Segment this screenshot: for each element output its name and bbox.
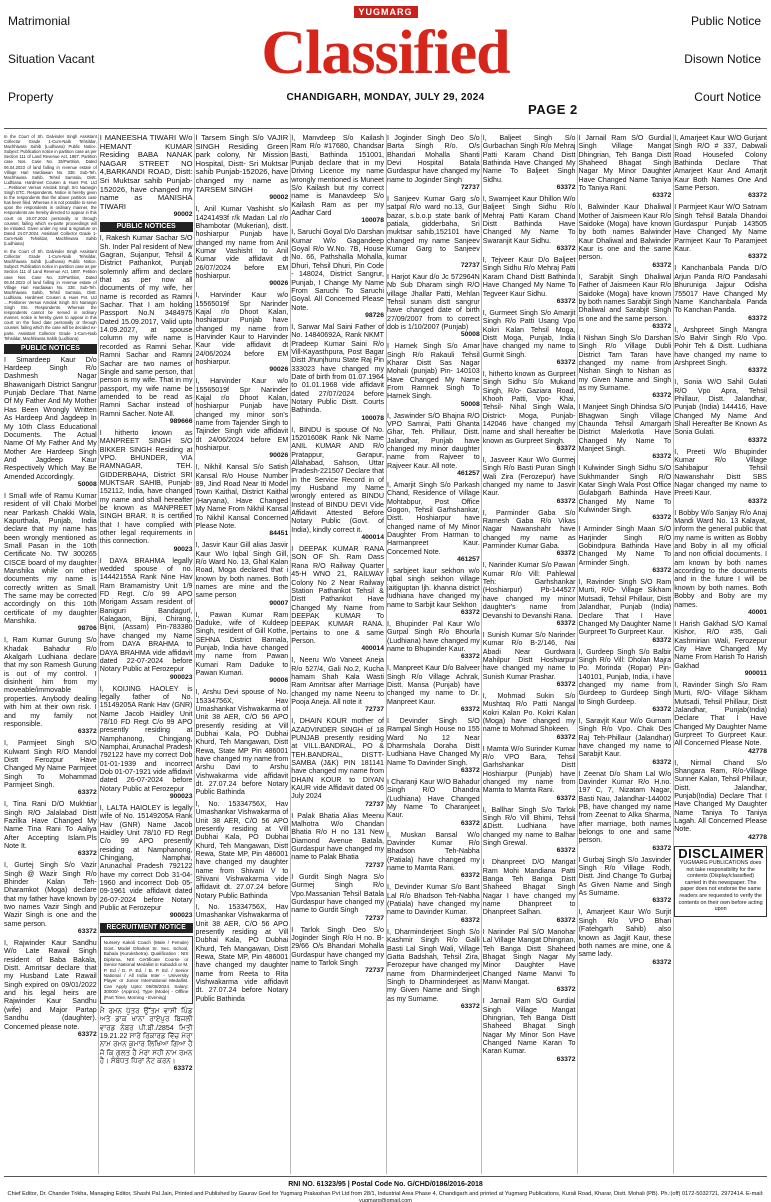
classified-ad: [100, 557, 193, 682]
section-label-property: Property: [8, 90, 54, 104]
ad-number: 63372: [556, 794, 576, 802]
classified-ad: [579, 908, 672, 966]
ad-text: I, Dharminderjeet Singh S/o Kashmir Singh R/o Galli Basti Lal Singh Wali, Village Gatta Badshah, Tehsil Zira, Ferozepur have changed my name from Dharminderjeet Singh to Dharminderjeet as my Given Name and Singh as my Surname.: [387, 927, 480, 1003]
classified-ad: [387, 481, 480, 564]
ad-number: 90023: [173, 545, 193, 553]
classified-ad: [483, 806, 576, 856]
ad-text: I hitherto known as MANPREET SINGH S/O BIKKER SINGH Residing at VPO. BHUNDER, VIA RAMNAGAR, TEH. GIDDERBAHA, District SRI MUKTSAR SAHIB, Punjab-152112, India, have changed my name and shall hereafter be known as MANPREET SINGH BRAR. It is certified that I have complied with other legal requirements in this connection.: [99, 428, 193, 546]
classified-ad: [4, 861, 97, 936]
ad-number: 63372: [460, 1002, 480, 1010]
ad-text: I, Arshu Devi spouse of No. 15334756X, Hav Umashankar Vishwakarma of Unit 38 AER, C/O 56 APO presently residing at Vill Dubhai Kala, PO Dubhai Khurd, Teh Mangawan, Distt Rewa, State MP Pin 486001 have changed my name from Arshu Davi to Arshu Vishwakarma vide affidavit dt. 27.07.24 before Notary Public Bathinda: [195, 688, 289, 797]
ad-text: I, Manvdeep S/o Kailash Ram R/o #17680, Chandsar Basti, Bathinda 151001, Punjab declare that in my Driving Licence my name wrongly mentioned is Muneet S/o Kailash but my correct name is Manavdeep S/o Kailash Ram as per my Aadhar Card: [291, 134, 384, 218]
ad-text: I Gurdit Singh Nagra S/o Gurmej Singh R/o Vpo.Massanian Tehsil Batala Gurdaspur have changed my name to Gurdit Singh: [291, 872, 384, 915]
column-rule: [194, 134, 195, 1174]
ad-number: 63372: [77, 728, 97, 736]
classified-ad: [4, 492, 97, 634]
ad-text: I, Rajwinder Kaur Sandhu W/o Late Rawail Singh resident of Baba Bakala, Distt. Amritsar declare that my Husband Late Rawail Singh expired on 09/01/2022 and his legal heirs are Rajwinder Kaur Sandhu (wife) and Major Partap Sandhu (daughter). Concerned please note.: [4, 939, 97, 1031]
ad-number: 72737: [365, 861, 384, 869]
ad-number: 90006: [269, 677, 289, 685]
ad-text: I, Parminder Gaba S/o Ramesh Gaba R/o Vikas Nagar Nawanshahr have changed my name as Parminder Kumar Gaba.: [482, 508, 576, 551]
column-rule: [98, 134, 99, 1174]
classified-ad: [579, 403, 672, 461]
ad-number: 50008: [77, 480, 97, 488]
ad-text: I, KOIJING HAOLEY is legally father of No. 15149205A Rank Hav (GNR) Name Jacob Haidley Unit 78/10 FD Regt C/o 99 APO presently residing at Namphanong, Chingjang, Namphai, Arunachal Pradesh 792122 have my correct Dob 01-01-1939 and incorrect Dob 01-07-1921 vide affidavit dated 26-07-2024 before Notary Public at Ferozepur: [99, 684, 193, 793]
classified-ad: [4, 636, 97, 736]
ad-number: 63372: [556, 986, 576, 994]
ad-number: 461257: [457, 556, 480, 564]
ad-number: 90026: [269, 452, 289, 460]
dateline: CHANDIGARH, MONDAY, JULY 29, 2024: [286, 92, 485, 103]
ad-text: I, Jasveer Kaur W/o Gurmej Singh R/o Basti Puran Singh Wali Zira (Ferozepur) have changed my name to Jasvir Kaur.: [482, 456, 576, 498]
classified-ad: [674, 448, 767, 506]
ad-number: 63372: [556, 445, 576, 452]
ad-text: I, Devinder Kumar S/o Bant Lal R/o Bhadson Teh-Nabha (Patiala) have changed my name to Davinder Kumar.: [387, 883, 480, 917]
ad-number: 63372: [652, 705, 672, 713]
section-label-matrimonial: Matrimonial: [8, 14, 71, 28]
rni-line: RNI NO. 61323/95 | Postal Code No. G/CHD/0186/2016-2018: [288, 1181, 483, 1188]
classified-ad: [674, 681, 767, 756]
ad-text: I, Bhupinder Pal Kaur W/o Gurpal Singh R/o Bhourla (Ludhiana) have changed my name to Bhupinder Kaur.: [387, 619, 480, 653]
section-header: PUBLIC NOTICES: [100, 222, 193, 232]
ad-number: 100078: [361, 217, 384, 225]
ad-text: I, Nirmal Chand S/o Shangara Ram, R/o-Village Sunner Kalan, Tehsil Phillaur, Distt. Jalandhar, Punjab(India) Declare That I Have Changed My Daughter Name Taniya To Taniya Lagah. All Concerned Please Note.: [674, 758, 767, 834]
section-label-situation-vacant: Situation Vacant: [8, 52, 95, 66]
ad-number: 63372: [556, 550, 576, 558]
ad-number: 72737: [365, 914, 384, 922]
ad-number: 63372: [460, 653, 480, 661]
classified-ad: [579, 334, 672, 400]
classified-ad: [387, 567, 480, 617]
classified-ad: [674, 759, 767, 842]
ad-number: 42778: [748, 747, 767, 755]
ad-text: I, Saruchi Goyal D/o Darshan Kumar W/o Gagandeep Goyal R/o W.No. 7B, House No. 66, Pathshalla Mohalla, Dhuri, Tehsil Dhuri, Pin Code - 148024, District Sangrur, Punjab, I Change My Name From Saruchi To Saruchi Goyal. All Concerned Please Note.: [291, 228, 384, 312]
ad-number: 72737: [460, 261, 480, 269]
ad-text: I, Rakesh Kumar Sachar S/O Sh. Inder Pal resident of New Gagran, Sujanpur, Tehsil & District Pathankot, Punjab solemnly affirm and declare that as per now all documents of my wife, her name is recorded as Ramni Sachar. That I am holding Passport No.N 3484975 Dated 15.09.2017, Valid upto 14.09.2027, at spouse column my wife name is recorded as Ramni Sehar. Ramni Sachar and Ramni Sachar are two names of Single and same person, that person is my wife. That in my passport, my wife name be amended to be read as Ramni Sachar instead of Ramni Sacher. Note All.: [99, 234, 193, 418]
ad-text: I, Narinder Kumar S/o Pawan Kumar R/o Vill: Pahlewal Teh: Garhshankar (Hoshiarpur) Pb-144527 have changed my minor daughter's name from Devanshi to Devanshi Rana.: [482, 561, 576, 620]
ad-number: 63372: [77, 789, 97, 797]
classified-ad: [579, 203, 672, 269]
ad-text: I, Gurdeep Singh S/o Balbir Singh R/o Vill: Dholan Majra Po. Morinda (Ropar) Pin-140101, Punjab, India, i have changed my name from Gurdeep to Gurdeep Singh to Singh Gurdeep.: [578, 647, 672, 706]
ad-number: 42778: [748, 833, 767, 841]
ad-number: 63372: [460, 767, 480, 774]
classified-ad: [4, 739, 97, 797]
classified-ad: [579, 525, 672, 575]
ad-text: I, Gurtej Singh S/o Vazir Singh @ Wazir Singh R/o Bhinder Kalan Teh-Dharamkot (Moga) declare that my father have known by two names Vazir Singh and Wazir Singh is one and the same person.: [4, 861, 97, 928]
ad-text: I, DHAIN KOUR mother of AZADVINDER SINGH of 18 PUNJAB presently residing at VILL.BANDRAL, PO & TEH.BANDRAL, DISTT-SAMBA (J&K) PIN 181141 have changed my name from DHAIN KOUR to DIYAN KAUR vide Affidavit dated 06 July 2024: [291, 717, 384, 801]
ad-text: I, Amarjeet Kaur W/o Surjit Singh R/o VPO Bhari (Fatehgarh Sahib) also known as Jagjit Kaur, these both names are mine, one & same lady.: [578, 908, 672, 959]
ad-number: 63372: [556, 619, 576, 627]
ad-number: 63372: [652, 322, 672, 330]
ad-text: I DEEPAK KUMAR RANA SON OF Sh. Ram Dass Rana R/O Railway Quarter 45-H WNO 21, RAILWAY Colony No 2 Near Railway Station Pathankot Tehsil & Distt Pathankot Have Changed My Name from DEEPAK KUMAR To DEEPAK KUMAR RANA. Pertains to one & same Person.: [291, 545, 384, 645]
ad-text: I, Jasvir Kaur Gill alias Jasvir Kaur W/o Iqbal Singh Gill, R/o Ward No. 13, Ghal Kalan Road, Moga declared that i known by both names. Both names are mine and the same person: [195, 541, 289, 600]
classified-ad: [387, 195, 480, 270]
classified-ad: [483, 631, 576, 689]
ad-text: I, Parmjeet Singh S/O Kulwant Singh R/O Mandol Distt Ferozpur Have Changed My Name Parmjeet Singh To Mohammad Parmjeet Singh.: [4, 739, 97, 789]
classified-ad: [4, 134, 97, 246]
column-6: [483, 134, 576, 1174]
classified-ad: [483, 858, 576, 924]
ad-text: I, Balwinder Kaur Dhaliwal Mother of Jaismeen Kaur R/o Saidoke (Moga) have known by both names Balwinder Kaur Dhaliwal and Balwinder Kaur is one and the same person.: [578, 203, 672, 262]
ad-number: 90026: [269, 280, 289, 288]
column-rule: [577, 134, 578, 1174]
classified-ad: [483, 997, 576, 1063]
ad-number: 900011: [744, 669, 767, 677]
ad-text: I Harjot Kaur d/o Jc 572964N Nb Sub Dharam singh R/O village Jhallar Patti, Mehlan Tehsil sunam distt sangrur have changed date of birth 27/09/2007 from to correct dob is 1/10/2007 (Punjab): [387, 272, 480, 331]
column-rule: [481, 134, 482, 1174]
ad-text: I Sunish Kumar S/o Narinder Kumar R/o B-2/146, Nai Abadi Near Gurdwara Mahilpur Distt Hoshiarpur have changed my name to Sunish Kumar Prashar.: [482, 630, 576, 681]
ad-number: 900023: [169, 912, 193, 920]
classified-ad: [100, 804, 193, 920]
classified-ad: [387, 717, 480, 775]
masthead: [0, 0, 771, 130]
ad-number: 400014: [361, 534, 384, 542]
ad-text: I, Muskan Bansal W/o Davinder Kumar R/o Bhadson Teh-Nabha (Patiala) have changed my name to Mamta Rani.: [387, 830, 480, 873]
section-header: RECRUITMENT NOTICE: [100, 923, 193, 933]
ad-text: I, Tina Rani D/O Mukhtiar Singh R/O Jalalabad Distt Fazilka Have Changed My Name Tina Rani To Aaliya After Accepting Islam.Pls Note It.: [4, 800, 97, 850]
ad-number: 63372: [748, 192, 767, 200]
ad-number: 63372: [652, 514, 672, 522]
imprint-line: Chief Editor, Dr. Chander Trikha, Managing Editor, Shashi Pal Jain, Printed and Published by Gaurav Goel for Yugmarg Prakashan Pvt Ltd from 28/1, Industrial Area Phase 4, Chandigarh and printed at Yugmarg Publications, Kurali Road, Kharar, Distt. Mohali (PB). Ph.:(off) 0172-5032721, 2972414. E-mail: yugmarg@gmail.com: [7, 1191, 764, 1202]
footer-divider: [4, 1176, 767, 1177]
classified-ad: [100, 685, 193, 801]
ad-text: I, Sarabjit Singh Dhaliwal Father of Jaismeen Kaur R/o Saidoke (Moga) have known by both names Sarabjit Singh Dhaliwal and Sarabjit Singh is one and the same person.: [578, 272, 672, 323]
disclaimer-title: DISCLAIMER: [678, 845, 765, 861]
ad-number: 100078: [361, 414, 384, 422]
classified-ad: [291, 812, 384, 870]
classified-ad: [196, 903, 289, 1003]
ad-text: I, Neeru W/o Vaneet Aneja R/o 527/4, Gali No.2, Kucha hamam Shah Kala Wasti Ram Amritsar after Marriage changed my name Neeru to Pooja Aneja. All note it: [291, 656, 384, 706]
ad-number: 63372: [460, 872, 480, 880]
classified-ad: [291, 656, 384, 714]
classified-ad: [483, 561, 576, 627]
ad-number: 63372: [556, 184, 576, 192]
classified-ad: [483, 256, 576, 306]
classified-ad: [100, 134, 193, 219]
classified-ad: [387, 883, 480, 924]
classified-ad: [483, 692, 576, 742]
ad-number: 98706: [77, 625, 97, 633]
classified-ad: [196, 377, 289, 460]
ad-number: 63372: [556, 245, 576, 253]
classified-ad: [483, 309, 576, 367]
ad-number: 63372: [460, 705, 480, 713]
column-7: [579, 134, 672, 1174]
ad-text: I, Pawan Kumar Ram Daduke, wife of Kuldeep Singh, resident of Gill Kothe, SEHNA District Barnala, Punjab, India have changed my name from Pawan Kumari Ram Daduke to Pawan Kumari.: [195, 610, 289, 677]
ad-number: 63372: [652, 192, 672, 200]
classified-ad: [196, 205, 289, 288]
classified-ad: [291, 926, 384, 976]
column-8: [674, 134, 767, 1174]
ad-text: I Bobby W/o Sanjay R/o Anaj Mandi Ward No. 13 Kalayat, inform the general public that my name is written as Bobby and Boby in all my official and non official documents. I am known by both names according to the documents and in the future I will be known by both names. Both Bobby and Boby are my names.: [674, 508, 767, 609]
ad-number: 63372: [748, 253, 767, 261]
classified-ad: [579, 856, 672, 906]
ad-text: I Narinder Pal S/O Manohar Lal Village Mangat Dhingrian, Teh Banga Distt Shaheed Bhagat Singh Nagar My Minor Daughter Have Changed Name Manvi To Manvi Mangat.: [482, 927, 576, 986]
ad-number: 63372: [556, 358, 576, 366]
ad-text: I, Amarjit Singh S/o Parkash Chand, Residence of Village Mohtabpur, Post Office Gogon, Tehsil Garhshankar, Distt. Hoshiarpur have changed name of My Minor Daughter From Harman to Harmanpreet Kaur. Concerned Note.: [387, 481, 480, 556]
ad-number: 63372: [652, 897, 672, 905]
classified-ad: [483, 509, 576, 559]
ad-text: I, Tejveer Kaur D/o Baljeet Singh Sidhu R/o Mehraj Patti Karam Chand Distt Bathinda Have Changed My Name To Tegveer Kaur Sidhu.: [482, 256, 576, 298]
ad-text: I, Saravjit Kaur W/o Gurnam Singh R/o Vpo. Chak Des Raj Teh-Phillaur (Jalandhar) have changed my name to Sarabjit Kaur.: [578, 716, 672, 759]
classified-ad: [4, 356, 97, 489]
classified-ad: [674, 378, 767, 444]
classified-ad: [483, 928, 576, 994]
ad-text: I Dhanpreet D/O Mangat Ram Mohi Mandiana Patti Banga Teh Banga Distt Shaheed Bhagat Singh Nagar I have changed my name Dhanpreet to Dhanpreet Salhan.: [482, 858, 576, 917]
column-rule: [290, 134, 291, 1174]
ad-text: I, Ballhar Singh S/o Tarlok Singh R/o Vill Bhimi, Tehsil &Distt. Ludhiana have changed my name to Balhar Singh Grewal.: [482, 805, 576, 848]
ad-text: I Tarlok Singh Deo S/o Joginder Singh R/o H no. B-29/66 O/s Bhandari Mohalla Gurdaspur have changed my name to Tarlok Singh: [291, 925, 384, 967]
ad-text: I DAYA BRAHMA legally wedded spouse of no. 14442155A Rank Nine Hav Ram Bramamistry Unit 1/9 FD Regt. C/o 99 APO Morigam Assam resident of Baniguri Bandagurl, Kalagaon, Bijni, Chirang, Bijni, (Assam) Pin-783380 have changed my Name from DAYA BRAHMA to DAYA BRAHMA vide affidavit dated 22-07-2024 before Notary Public at Ferozepur: [99, 556, 193, 674]
ad-number: 63372: [652, 844, 672, 852]
classified-ad: [674, 134, 767, 200]
classified-ad: [483, 456, 576, 506]
ad-number: 63372: [77, 850, 97, 858]
ad-number: 63372: [556, 297, 576, 305]
classified-ad: [387, 273, 480, 339]
classified-ad: [291, 323, 384, 423]
ad-text: I Parmjeet Kaur W/O Satnam Singh Tehsil Batala Dhandoi Gurdaspur Punjab 143505 Have Changed My Name Parmjeet Kaur To Paramjeet Kaur.: [674, 203, 767, 254]
classified-ad: [291, 717, 384, 808]
classified-ad: [387, 778, 480, 828]
classified-ad: [387, 620, 480, 661]
ad-text: I Joginder Singh Deo S/o Barta Singh R/o. O/s Bhandari Mohalla Shanti Devi Hospital Batala Gurdaspur have changed my name to Joginder Singh: [387, 134, 480, 184]
ad-number: 63372: [460, 608, 480, 616]
ad-number: 63372: [652, 636, 672, 644]
classified-ad: [196, 800, 289, 900]
ad-text: I, Harvinder Kaur w/o 15565019f Spr Narinder Kajal r/o Dhoot Kalan, hoshiarpur Punjab have changed my minor son's name from Tajender Singh to Tajinder Singh vide affidavit dt 24/06/2024 before EM hoshiarpur.: [195, 377, 289, 453]
ad-text: I, Swarnjeet Kaur Dhillon W/o Baljeet Singh Sidhu R/o Mehraj Patti Karam Chand Distt Bathinda Have Changed My Name To Swaranjit Kaur Sidhu.: [482, 195, 576, 245]
ad-text: I, Ravinder Singh S/O Ram Murti, R/O- Village Sikham Mutsadi, Tehsil Phillaur, Distt Jalandhar, Punjab (India) Declare That I Have Changed My Daughter Name Gurpreet To Gurpreet Kaur.: [578, 578, 672, 637]
ad-number: 989666: [169, 417, 193, 425]
ad-number: 90002: [173, 211, 193, 219]
ad-text: I Charanji Kaur W/O Bahadur Singh R/O Dhandra (Ludhiana) Have Changed My Name To Charanjeet Kaur.: [387, 778, 480, 820]
ad-number: 63372: [460, 819, 480, 827]
classified-ad: [196, 611, 289, 686]
classified-ad: [100, 234, 193, 426]
header-divider: [4, 128, 767, 129]
ad-text: I, Preeti W/o Bhupinder Kumar R/o Village Sahibajpur Tehsil Nawanshahr Distt SBS Nagar changed my name to Preeti Kaur.: [674, 447, 767, 498]
classified-ad: [291, 873, 384, 923]
ad-number: 63372: [652, 261, 672, 269]
ad-text: I, Sarwar Mal Saini Father of No. 14840692A, Rank NKMT Pradeep Kumar Saini R/o Vill-Kayasthpura, Post Bagar Distt Jhunjhunu State Raj Pin 333023 have changed my Date of birth from 01.07.1964 to 01.01.1968 vide affidavit dated 27/07/2024 before Notary Public Distt. Courts Bathinda.: [291, 322, 384, 415]
ad-text: I Manjeet Singh Dhindsa S/O Bhagwan Singh Village Chaunda Tehsil Amargarh District Malerkotla Have Changed My Name To Manjeet Singh.: [578, 403, 672, 453]
classified-ad: [387, 342, 480, 408]
column-rule: [386, 134, 387, 1174]
section-label-public-notice: Public Notice: [690, 14, 761, 28]
ad-text: I Harish Gakhad S/O Kamal Kishor, R/O #35, Gali Kashmirian Wali, Ferozepur City Have Changed My Name From Harish To Harish Gakhad: [674, 619, 767, 670]
ad-text: I MANEESHA TIWARI W/o HEMANT KUMAR Residing BABA NANAK NAGAR STREET NO 4,BARKANDI ROAD, Distt: Sri Muktsar sahib Punjab-152026, have changed my name as MANISHA TIWARI: [99, 134, 193, 211]
ad-text: I, Nikhil Kansal S/o Satish Kansal R/o House Number 89, Jind Road Near Iti Model Town Kaithal, District Kaithal (Haryana), Have Changed My Name From Nikhil Kansal To Nikhil Kansal Concerned Please Note.: [195, 463, 289, 530]
ad-text: I, No. 15334756X, Hav Umashankar Vishwakarma of Unit 38 AER, C/O 56 APO presently residing at Vill Dubhai Kala, PO Dubhai Khurd, Teh Mangawan, Distt Rewa, State MP, Pin 486001 have changed my daughter name from Reeta to Rita Vishwakarma vide affidavit dt. 27.07.24 before Notary Public Bathinda: [195, 902, 289, 1003]
ad-number: 63372: [556, 847, 576, 855]
column-3: [196, 134, 289, 1174]
classified-ad: [4, 800, 97, 858]
ad-number: 63372: [556, 1055, 576, 1063]
ad-text: I, Harvinder Kaur w/o 15565019f Spr Narinder Kajal r/o Dhoot Kalan, hoshiarpur Punjab have changed my name from Harvinder Kaur to Harvinder Kaur vide affidavit dt 24/06/2024 before EM hoshiarpur.: [195, 291, 289, 366]
ad-text: I, Anil Kumar Vashisht s/o 14241493f r/k Madan Lal r/o Bhambotar (Mukerian), distt. hoshiarpur Punjab have changed my name from Anil Kumar Vashisht to Anil Kumar vide affidavit dt 26/07/2024 before EM hoshiarpur.: [195, 205, 289, 280]
classified-ad: [4, 249, 97, 341]
classified-ad: [483, 134, 576, 192]
ad-text: In the Court of Sh. Dalvinder Singh Assistant Collector Grade 1-Cum-Naib Tehsildar, Machhiwara Sahib (Ludhiana) Public Notice. Subject: Publication notice in partition case as per Section 111 of Land Revenue Act, 1887. Petition case Nos. Case No. 33/Partition, Dated 06.04.2023 of land falling in revenue estate of Village Hari Hardiawan No. 338. Sub-Teh. Machhiwara Sahib, Tehsil Samrala, Distt. Ludhiana. Hardmeet Cousen & Hues Pvt. Ltd ....Petitioner Versus Amolak Singh S/o Narangin Singh Ete. Respondents. Whereas the respondents cannot be served in ordinary manner, notice is hereby given to appear in this court on the fixed date personally or through counsel, failing which the case will be decided ex-parte. Assistant Collector Grade 1-Cum-Naib Tehsildar, Machhiwara Sahib (Ludhiana): [4, 249, 97, 341]
ad-text: I, Sonia W/O Sahil Gulati R/O Vpo Apra, Tehsil Phillaur, Distt. Jalandhar, Punjab (India) 144416, Have Changed My Name And Shall Hereafter Be Known As Sonia Gulati.: [674, 378, 767, 437]
ad-number: 63372: [748, 497, 767, 505]
classified-ad: [196, 134, 289, 202]
classified-ad: [674, 264, 767, 322]
ad-number: 50008: [460, 400, 480, 408]
disclaimer-box: [674, 846, 767, 917]
ad-text: I Palak Bhatia Alias Meenu Malhotra W/o Chandan Bhatia R/o H no 131 New Diamond Avenue Batala, Gurdaspur have changed my name to Palak Bhatia: [291, 811, 384, 862]
ad-text: I, LALTA HAIOLEY is legally wife of No. 15149205A Rank Hav (GNR) Name Jacob Haidley Unit 78/10 FD Regt C/o 99 APO presently residing at Namphanong, Chingjang, Namphai, Arunachal Pradesh 792122 have my correct Dob 31-04-1960 and incorrect Dob 05-09-1961 vide affidavit dated 26-07-2024 before Notary Public at Ferozepur: [99, 804, 193, 913]
ad-number: 900023: [169, 673, 193, 681]
classified-ad: [196, 541, 289, 607]
ad-number: 63372: [652, 567, 672, 575]
classified-ad: [483, 195, 576, 253]
ad-number: 72737: [365, 967, 384, 975]
ad-text: I, Manpreet Kaur D/o Balveer Singh R/o Village Achrak, Distt. Mansa (Punjab) have changed my name to Dr. Manpreet Kaur.: [387, 664, 480, 706]
ad-text: I, Arshpreet Singh Mangra S/o Balvir Singh R/o Vpo. Pohir Teh & Distt. Ludhiana have changed my name to Arshpreet Singh.: [674, 325, 767, 367]
ad-number: 63372: [173, 1065, 193, 1073]
classified-ad: [579, 464, 672, 522]
ad-number: 63372: [652, 958, 672, 966]
column-rule: [673, 134, 674, 1174]
classified-ad: [196, 291, 289, 374]
ad-number: 50008: [460, 331, 480, 339]
ad-text: I Kulwinder Singh Sidhu S/O Sukhmander Singh R/O Katar Singh Wala Post Office Gulabgarh Bathinda Have Changed My Name To Kulwinder Singh.: [578, 464, 672, 515]
recruitment-ad: Nursery Kakoli Coach (Male / Female) Govt. Model Dharkot Sr. Sec. School, Bahala (Kurukshetra). Qualification : NIS Diploma, NIS Certificate Course or Senior National Medalist in Kabaddi or M. P. Ed / D. P. Ed. / B. P. Ed. / Senior National / All India Inter - University Player or Junior International Medallist. Can Apply Upto: 05/08/2024. Salary: 30000/- (Approx). Type (Mode) - Offline (Part Time, Morning - Evening): [100, 936, 193, 1003]
classified-ad: [674, 509, 767, 617]
classified-ad: [579, 770, 672, 853]
column-1: [4, 134, 97, 1174]
classified-ad: [579, 134, 672, 200]
classified-ad: [291, 228, 384, 319]
ad-number: 98726: [365, 311, 384, 319]
ad-text: I Devinder Singh S/O Rampal Singh House no 155 Ward No 12 Near Dharmshala Doraha Distt Ludhiana Have Changed My Name To Davinder Singh.: [387, 716, 480, 767]
ad-number: 461257: [457, 470, 480, 478]
classified-ad: [579, 578, 672, 644]
ad-text: ਮੈਂ ਰਮਨ ਪੁੱਤਰ ਉੱਤਮ ਵਾਸੀ ਪਿੰਡ ਅਤੇ ਡਾਕ ਖਾਨਾ ਰਾਏਪੁਰ ਬਿਜਲੀ ਵਾਰਡ ਨੰਬਰ ਪੀ.ਬੀ./2854 ਮਿਤੀ 19.21.22 ਸਾਰੇ ਰਿਕਾਰਡ ਵਿੱਚ ਮੇਰਾ ਨਾਮ ਰਮਨ ਕੁਮਾਰ ਲਿਖਿਆ ਗਿਆ ਹੈ ਜੋ ਕਿ ਗਲਤ ਹੈ ਮੇਰਾ ਸਹੀ ਨਾਮ ਰਮਨ ਹੈ। ਸੰਬੰਧਤ ਧਿਰਾਂ ਨੋਟ ਕਰਨ।: [99, 1006, 193, 1065]
ad-number: 63372: [77, 928, 97, 936]
ad-number: 63372: [556, 680, 576, 688]
classified-ad: [387, 412, 480, 478]
classified-ad: [387, 664, 480, 714]
classified-ad: [674, 203, 767, 261]
ad-number: 90002: [269, 194, 289, 202]
classified-ad: [291, 134, 384, 225]
classified-ad: [100, 1007, 193, 1073]
section-header: PUBLIC NOTICES: [4, 344, 97, 354]
ad-text: I, BINDU is spouse Of No. 15201608K Rank Nk Name ANIL KUMAR AND R/o Pratappur, Garapur, Allahabad, Sahson, Uttar Pradesh-221507 Declare that in the Service Record in of my Husband my Name wrongly entered as BINDU Instead of BINDU DEVI Vide Affidavit Attested Before Notary Public (Govt. of India), kindly correct it.: [291, 425, 384, 534]
classified-ad: [196, 688, 289, 796]
ad-text: I Jarnail Ram S/O Gurdial Singh Village Mangat Dhingrian, Teh Banga Distt Shaheed Bhagat Singh Nagar My Minor Daughter Have Changed Name Taniya To Taniya Rani.: [578, 134, 672, 193]
classified-ad: [291, 426, 384, 542]
ad-number: 63372: [556, 497, 576, 505]
ad-text: I Sanjeev Kumar Garg s/o satpal R/o ward no.13, Gur bazar, s.b.o.p state bank of patiala, gidderbaha, Sri muktsar sahib,152101 have changed my name Sanjeev Kumar Garg to Sanjeev kumar: [387, 195, 480, 262]
ad-text: I Simardeep Kaur D/o Hardeep Singh R/o Dashmesh Nagar Bhawanigarh District Sangrur Punjab Declare That Name Of My Father And My Mother Has Been Wrongly Written As Hardeep And Jagdeep In My 10th Class Educational Documents. The Actual Name Of My Father And My Mother Are Hardeep Singh And Jagdeep Kaur Respectively Which May Be Amended Accordingly.: [4, 355, 97, 481]
classified-ad: [483, 745, 576, 803]
ad-number: 900023: [169, 793, 193, 800]
classified-ad: [579, 273, 672, 331]
classified-ad: [196, 463, 289, 538]
ad-number: 63372: [77, 1030, 97, 1038]
ad-number: 63372: [748, 367, 767, 375]
ad-number: 84451: [269, 530, 289, 538]
ad-number: 72737: [365, 800, 384, 808]
ad-text: I, Baljeet Singh S/o Gurbachan Singh R/o Mehraj Patti Karam Chand Distt Bathinda Have Changed My Name To Baljeet Singh Sidhu.: [482, 134, 576, 184]
classified-ad: [579, 648, 672, 714]
ad-number: 90026: [269, 366, 289, 374]
classified-ad: [483, 370, 576, 453]
ad-number: 90007: [269, 599, 289, 607]
ad-text: I Zeenat D/o Sham Lal W/o Davinder Kumar R/o H.no. 197 C, 7, Nizatam Nagar, Basti Nau, Jalandhar-144002 PB, have changed my name from Zeenat to Alka Sharma, after marriage, both names belongs to one and same person.: [578, 769, 672, 845]
ad-number: 63372: [556, 916, 576, 924]
ad-text: I Mamta W/o Surinder Kumar R/o VPO Bara, Tehsil Garhshankar Distt Hoshiarpur (Punjab) have changed my name from Mamta to Mamta Rani.: [482, 744, 576, 795]
classified-ad: [579, 717, 672, 767]
ad-text: I, Ram Kumar Gurung S/o Khadak Bahadur R/o Akalgarh Ludhiana declare that my son Ramesh Gurung is out of my control. I disinherit him from my moveable/immovable properties. Anybody dealing with him at their own risk. I and my family not responsible.: [4, 636, 97, 728]
ad-text: I sarbjeet kaur sekhon w/o iqbal singh sekhon village jaitiguptan ljh. khanna district ludhiana have changed my name to Sarbjit kaur Sekhon: [387, 567, 480, 609]
ad-text: I Jarnail Ram S/O Gurdial Singh Village Mangat Dhingrian, Teh Banga Distt Shaheed Bhagat Singh Nagar My Minor Son Have Changed Name Karan To Karan Kumar.: [482, 997, 576, 1056]
ad-number: 72737: [365, 706, 384, 714]
ad-text: I, Jaswinder S/O Bhajna R/O VPO Samrai, Patti Ghanta Ghar, Teh. Phillaur, Distt. Jalandhar, Punjab have changed my minor daughter name from Rajveer to Rajveer Kaur. All note.: [387, 411, 480, 470]
ad-number: 72737: [460, 184, 480, 192]
ad-number: 63372: [652, 758, 672, 766]
classified-columns: [4, 134, 767, 1174]
ad-number: 63372: [652, 453, 672, 461]
classified-ad: [674, 620, 767, 678]
ad-number: 63372: [556, 733, 576, 741]
section-label-disown-notice: Disown Notice: [684, 52, 761, 66]
ad-text: In the Court of Sh. Dalvinder Singh Assistant Collector Grade 1-Cum-Naib Tehsildar, Machhiwara Sahib (Ludhiana) Public Notice. Subject: Publication notice in partition case as per Section 111 of Land Revenue Act, 1887. Partition case Nos. Case No. 35/Partition, Dated 06.04.2023 of land falling in revenue estate of Village Hari Hardiawan No. 338. Sub-Teh. Machhiwara Sahib, Tehsil Samrala, Distt. Ludhiana. Hardmeet Cousen & Hues Pvt. Ltd ....Petitioner Versus Amolak Singh S/o Narangin Singh ETC. Respondents. Notice is hereby given to the respondents that the above partition case has been filed. Whereas it is not possible to serve upon the respondents in ordinary manner, the respondents are hereby directed to appear in this court on 26.07.2024 personally or through counsel, failing which ex-parte proceedings will be initiated. Given under my seal & signature on Dated 24.07.2024. Assistant Collector Grade 1-Cum-Naib Tehsildar, Machhiwara Sahib (Ludhiana): [4, 134, 97, 246]
classified-ad: [4, 939, 97, 1039]
ad-text: I, hitherto known as Gurpreet Singh Sidhu S/o Mukand Singh, R/o- Gaziara Road, Khooh Patti, Vpo- Khai, Tehsil- Nihal Singh Wala, District- Moga, Punjab- 142046 have changed my name and shall hereafter be known as Gurpreet Singh.: [482, 369, 576, 445]
ad-text: I Tarsem Singh S/o VAJIR SINGH Residing Green park colony, Nr Mission Hospital, Distt- Sri Muktsar sahib Punjab-152026, have changed my name as TARSEM SINGH: [195, 134, 289, 194]
ad-text: I Kanchanbala Panda D/O Arjun Panda R/O Pandasahi Bhuruniga Jajpur Odisha 755017 Have Changed My Name Kanchanbala Panda To Kanchan Panda.: [674, 264, 767, 315]
ad-text: I Nishan Singh S/o Darshan Singh R/o Village Dubli District Tarn Taran have changed my name from Nishan Singh to Nishan as my Given Name and Singh as my Surname.: [578, 333, 672, 392]
ad-number: 40001: [748, 608, 767, 616]
classified-ad: [291, 545, 384, 653]
ad-text: I, Ravinder Singh S/o Ram Murti, R/O- Village Sikham Mutsadi, Tehsil Phillaur, Distt Jalandhar, Punjab(India) Declare That I Have Changed My Daughter Name Gurpreet To Gurpreet Kaur. All Concerned Please Note.: [674, 680, 767, 748]
ad-text: I, Mohmad Sukin S/o Mushtaq R/o Patti Nangal Kokri Kalan Po. Kokri Kalan (Moga) have changed my name to Mohmad Shokeen.: [482, 691, 576, 734]
ad-number: 63372: [652, 392, 672, 400]
brand-tag: YUGMARG: [354, 6, 418, 18]
classified-ad: [100, 429, 193, 554]
classified-ad: [674, 326, 767, 376]
column-4: [291, 134, 384, 1174]
column-2: [100, 134, 193, 1174]
page-title: Classified: [261, 19, 510, 87]
ad-number: 63372: [460, 916, 480, 924]
ad-text: I Small wife of Ramu Kumar resident of vill Chaki Morbel near Parkash Chakki Wala, Kapurthala, Punjab, India declare that my name has been wrongly mentioned as Small Pasan in the 10th Certificate No. TW 300265 CISCE board of my daughter Manshika while on other documents my name is correctly written as Small. The same may be corrected accordingly on this 10th certificate of my daughter Manshika.: [4, 491, 97, 626]
ad-text: I Gurbaj Singh S/o Jasvinder Singh R/o Village Rodh, Distt. Jind Change To Gurbaj As Given Name and Singh As Surname.: [578, 855, 672, 898]
classified-ad: [387, 134, 480, 192]
ad-text: I, No. 15334756X, Hav Umashankar Vishwakarma of Unit 38 AER, C/O 56 APO presently residing at Vill Dubhai Kala, PO Dubhai Khurd, Teh Mangawan, Distt Rewa, State MP, Pin 486001 have changed my daughter name from Shivani V to Shivani Vishwakarma vide affidavit dt. 27.07.24 before Notary Public Bathinda: [195, 799, 289, 900]
classified-ad: [387, 928, 480, 1011]
ad-number: 400014: [361, 645, 384, 653]
ad-number: 63372: [748, 436, 767, 444]
column-5: [387, 134, 480, 1174]
ad-text: I Harnek Singh S/o Amar Singh R/o Rakauli Tehsil Kharar Distt Sas Nagar Mohali (punjab) Pin- 140103 Have Changed My Name From Ramnek Singh To Harnek Singh.: [387, 342, 480, 401]
ad-text: I, Gurmeet Singh S/o Amarjit Singh R/o Patti Usang Vpo Kokri Kalan Tehsil Moga, Distt Moga, Punjab, India have changed my name to Gurmit Singh.: [482, 308, 576, 359]
brand-block: [200, 2, 571, 103]
section-label-court-notice: Court Notice: [694, 90, 761, 104]
page-number: PAGE 2: [528, 102, 578, 117]
classified-ad: [387, 831, 480, 881]
ad-number: 63372: [748, 314, 767, 322]
ad-text: I, Amarjeet Kaur W/O Gurjant Singh R/O # 337, Dabwali Road Housefed Colony Bathinda Declare That Amarjeet Kaur And Amarjit Kaur Both Names One And Same Person.: [674, 134, 767, 193]
ad-text: I Arminder Singh Maan S/O Harjinder Singh R/O Gobindpura Bathinda Have Changed My Name To Arminder Singh.: [578, 525, 672, 567]
disclaimer-body: YUGMARG PUBLICATIONS does not take responsibility for the contents (Display/classified) carried in this newspaper. The paper does not endorse the same readers are requested to verify the contents on their own before acting upon: [678, 860, 763, 913]
